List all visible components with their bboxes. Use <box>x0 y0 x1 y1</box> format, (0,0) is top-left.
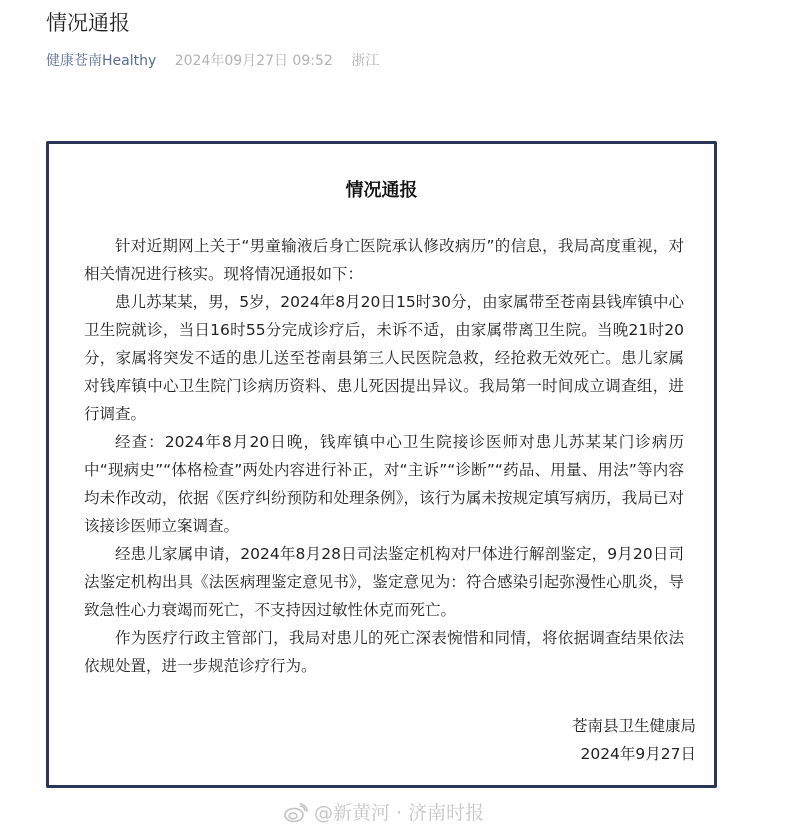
signature-org: 苍南县卫生健康局 <box>571 717 696 735</box>
notice-paragraph: 患儿苏某某，男，5岁，2024年8月20日15时30分，由家属带至苍南县钱库镇中心卫生院就诊，当日16时55分完成诊疗后，未诉不适，由家属带离卫生院。当晚21时20分，家属将突发不适的患儿送至苍南县第三人民医院急救，经抢救无效死亡。患儿家属对钱库镇中心卫生院门诊病历资料、患儿死因提出异议。我局第一时间成立调查组，进行调查。 <box>84 293 684 423</box>
account-link[interactable]: 健康苍南Healthy <box>46 53 157 69</box>
notice-paragraph: 经患儿家属申请，2024年8月28日司法鉴定机构对尸体进行解剖鉴定，9月20日司法鉴定机构出具《法医病理鉴定意见书》，鉴定意见为：符合感染引起弥漫性心肌炎，导致急性心力衰竭而死亡，不支持因过敏性休克而死亡。 <box>84 545 684 619</box>
notice-body <box>84 232 684 680</box>
signature-date: 2024年9月27日 <box>580 745 696 763</box>
watermark-text: @新黄河 · 济南时报 <box>314 802 485 824</box>
notice-heading: 情况通报 <box>345 180 418 201</box>
publish-location: 浙江 <box>351 53 380 69</box>
page-title: 情况通报 <box>46 11 130 35</box>
notice-image <box>46 141 717 788</box>
watermark <box>284 800 484 826</box>
notice-paragraph: 作为医疗行政主管部门，我局对患儿的死亡深表惋惜和同情，将依据调查结果依法依规处置，进一步规范诊疗行为。 <box>84 629 684 675</box>
notice-paragraph: 针对近期网上关于“男童输液后身亡医院承认修改病历”的信息，我局高度重视，对相关情况进行核实。现将情况通报如下： <box>84 237 684 283</box>
notice-paragraph: 经查：2024年8月20日晚，钱库镇中心卫生院接诊医师对患儿苏某某门诊病历中“现病史”“体格检查”两处内容进行补正，对“主诉”“诊断”“药品、用量、用法”等内容均未作改动，依据《医疗纠纷预防和处理条例》，该行为属未按规定填写病历，我局已对该接诊医师立案调查。 <box>84 433 684 535</box>
weibo-icon <box>284 803 308 823</box>
signature-block <box>572 712 696 768</box>
article-meta <box>46 51 379 71</box>
publish-date: 2024年09月27日 09:52 <box>174 53 333 69</box>
